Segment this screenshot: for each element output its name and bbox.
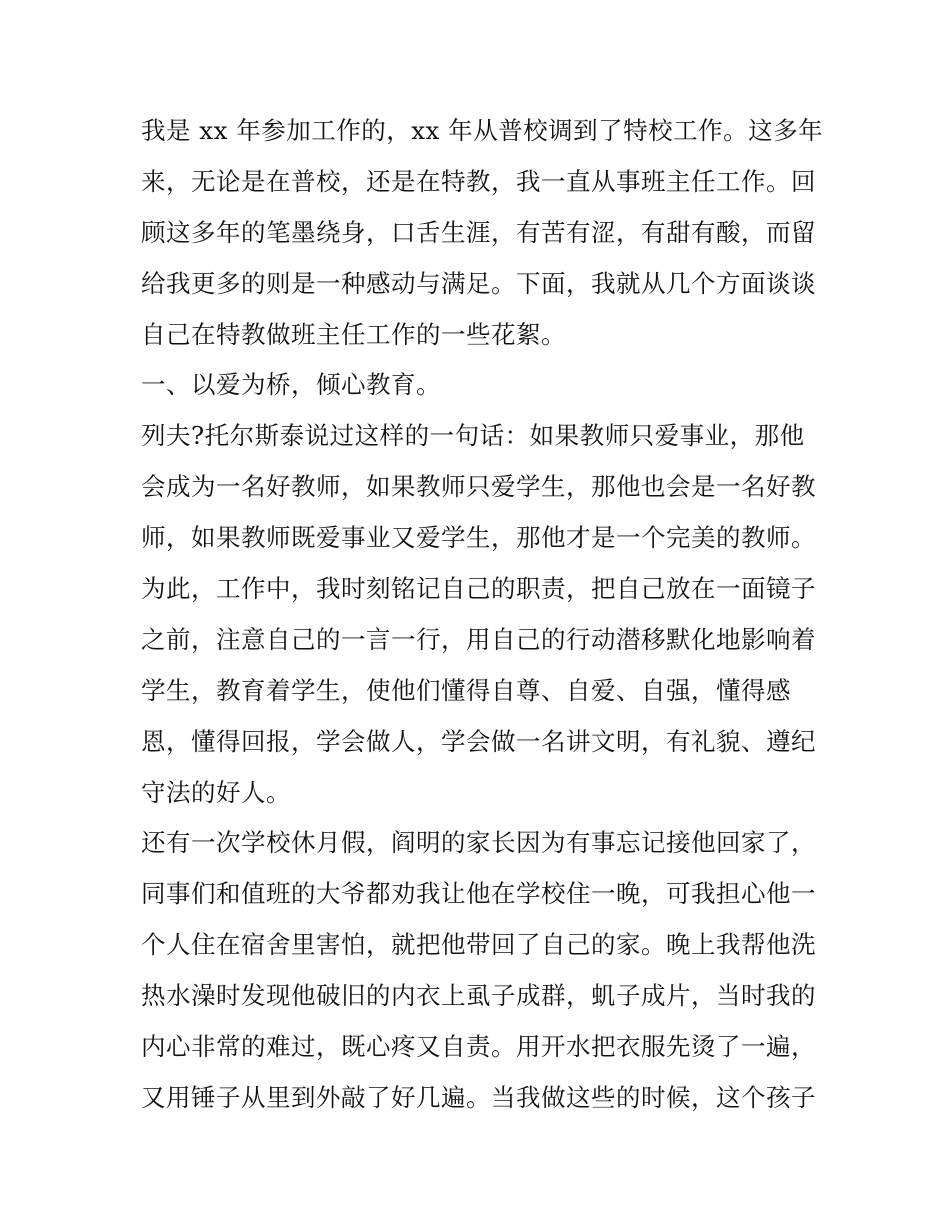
text-line-20: 又用锤子从里到外敲了好几遍。当我做这些的时候，这个孩子 xyxy=(141,1082,816,1112)
document-body xyxy=(141,106,824,1124)
text-line-1: 我是 xx 年参加工作的，xx 年从普校调到了特校工作。这多年 xyxy=(141,116,824,145)
text-line-13: 恩，懂得回报，学会做人，学会做一名讲文明，有礼貌、遵纪 xyxy=(141,726,816,756)
text-line-4: 给我更多的则是一种感动与满足。下面，我就从几个方面谈谈 xyxy=(141,268,816,298)
text-line-3: 顾这多年的笔墨绕身，口舌生涯，有苦有涩，有甜有酸，而留 xyxy=(141,217,816,247)
text-line-19: 内心非常的难过，既心疼又自责。用开水把衣服先烫了一遍， xyxy=(141,1032,816,1062)
text-line-15: 还有一次学校休月假，阎明的家长因为有事忘记接他回家了， xyxy=(141,828,816,858)
text-line-2: 来，无论是在普校，还是在特教，我一直从事班主任工作。回 xyxy=(141,166,816,196)
text-line-14: 守法的好人。 xyxy=(141,777,291,807)
text-line-17: 个人住在宿舍里害怕，就把他带回了自己的家。晚上我帮他洗 xyxy=(141,930,816,960)
text-line-16: 同事们和值班的大爷都劝我让他在学校住一晚，可我担心他一 xyxy=(141,879,816,909)
text-line-10: 为此，工作中，我时刻铭记自己的职责，把自己放在一面镜子 xyxy=(141,574,816,604)
text-line-8: 会成为一名好教师，如果教师只爱学生，那他也会是一名好教 xyxy=(141,472,816,502)
text-line-7: 列夫?托尔斯泰说过这样的一句话：如果教师只爱事业，那他 xyxy=(141,421,805,451)
text-line-18: 热水澡时发现他破旧的内衣上虱子成群，虮子成片，当时我的 xyxy=(141,981,816,1011)
section-heading: 一、以爱为桥，倾心教育。 xyxy=(141,370,441,400)
text-line-12: 学生，教育着学生，使他们懂得自尊、自爱、自强，懂得感 xyxy=(141,675,791,705)
text-line-5: 自己在特教做班主任工作的一些花絮。 xyxy=(141,319,566,349)
text-line-11: 之前，注意自己的一言一行，用自己的行动潜移默化地影响着 xyxy=(141,624,816,654)
text-line-9: 师，如果教师既爱事业又爱学生，那他才是一个完美的教师。 xyxy=(141,523,816,553)
